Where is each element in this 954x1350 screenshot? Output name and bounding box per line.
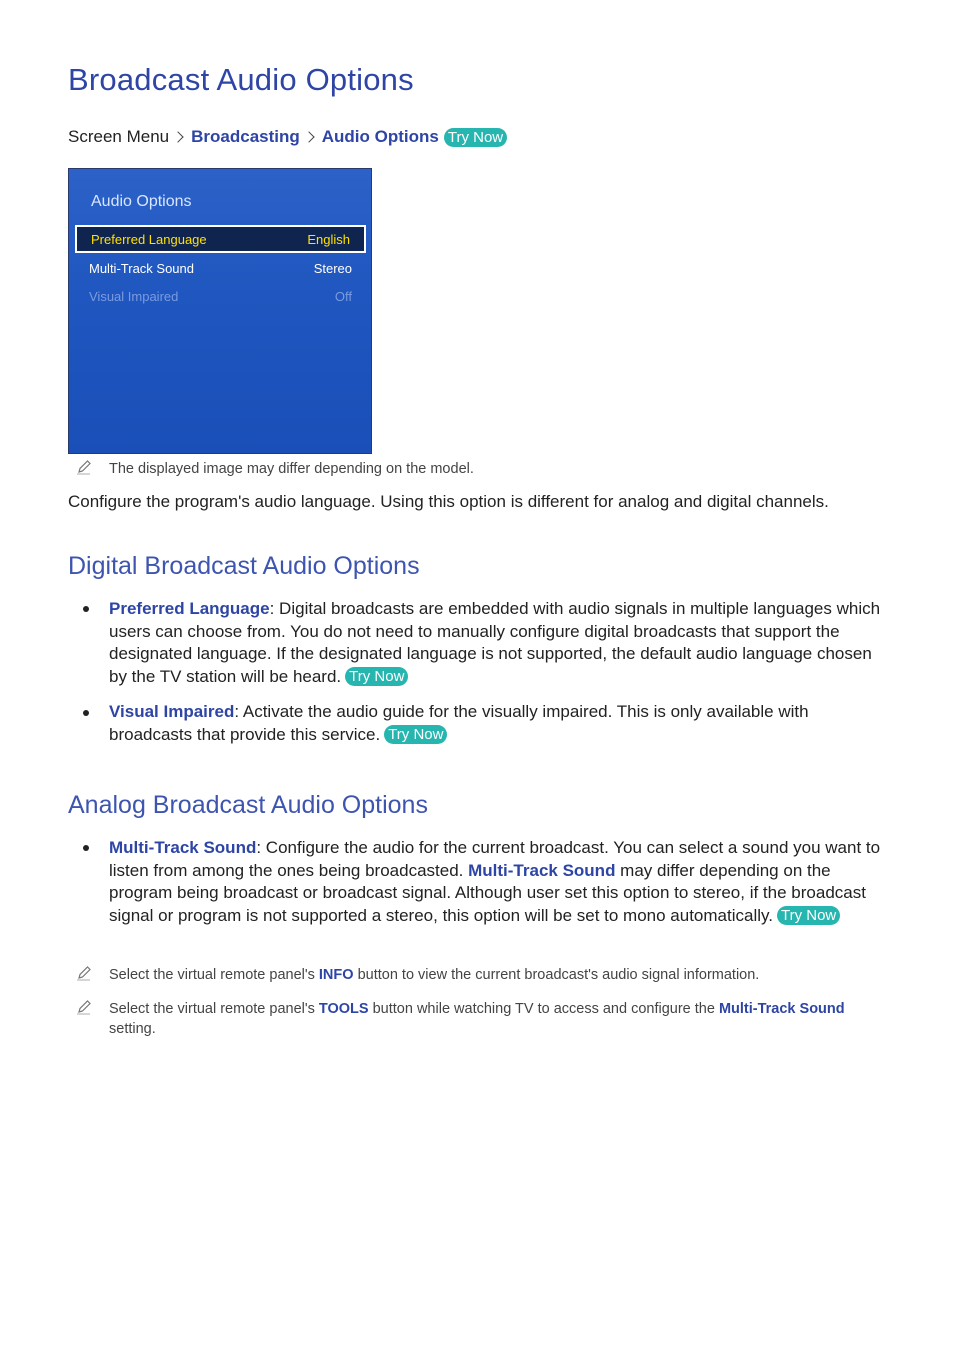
tv-menu-title: Audio Options	[91, 193, 192, 210]
pencil-icon	[76, 999, 92, 1015]
try-now-button[interactable]: Try Now	[345, 667, 408, 686]
term-preferred-language: Preferred Language	[109, 599, 270, 618]
note-text: Select the virtual remote panel's	[109, 1001, 319, 1017]
note-text: button to view the current broadcast's audio signal information.	[353, 967, 760, 983]
breadcrumb-root: Screen Menu	[68, 127, 170, 146]
bullet-dot	[83, 710, 89, 716]
tools-key: TOOLS	[318, 1001, 369, 1017]
chevron-right-icon	[303, 131, 314, 142]
term-multi-track-sound: Multi-Track Sound	[109, 838, 257, 857]
breadcrumb-link-broadcasting[interactable]: Broadcasting	[191, 127, 300, 146]
tv-menu-row-label: Preferred Language	[91, 231, 207, 247]
multi-track-sound-setting: Multi-Track Sound	[718, 1001, 845, 1017]
pencil-icon	[76, 459, 92, 475]
list-item-visual-impaired	[109, 701, 889, 746]
list-item-multi-track-sound	[109, 837, 889, 927]
info-note	[109, 965, 889, 985]
section-heading-analog: Analog Broadcast Audio Options	[68, 791, 428, 819]
list-item-preferred-language	[109, 598, 889, 688]
intro-paragraph: Configure the program's audio language. Using this option is different for analog and digital channels.	[68, 492, 829, 511]
item-description: : Configure the audio for the current broadcast. You can select a sound you want to listen from among the ones being broadcasted.	[109, 838, 881, 880]
image-disclaimer-note: The displayed image may differ depending on the model.	[109, 461, 474, 477]
tv-menu-row-label: Multi-Track Sound	[89, 260, 194, 276]
term-visual-impaired: Visual Impaired	[109, 702, 235, 721]
tv-menu-row-value: Stereo	[313, 260, 352, 276]
pencil-icon	[76, 965, 92, 981]
tv-menu-row-label: Visual Impaired	[89, 288, 179, 304]
section-heading-digital: Digital Broadcast Audio Options	[68, 552, 420, 580]
page-title: Broadcast Audio Options	[68, 62, 414, 97]
tv-menu-row-preferred-language	[75, 225, 366, 253]
breadcrumb-link-audio-options[interactable]: Audio Options	[321, 127, 439, 146]
breadcrumb	[68, 127, 507, 147]
bullet-dot	[83, 845, 89, 851]
try-now-button[interactable]: Try Now	[384, 725, 447, 744]
tv-menu-row-visual-impaired	[75, 282, 366, 310]
note-text: Select the virtual remote panel's	[109, 967, 319, 983]
try-now-button[interactable]: Try Now	[444, 128, 507, 147]
note-text: setting.	[109, 1021, 156, 1037]
term-multi-track-sound-inline: Multi-Track Sound	[468, 860, 616, 880]
item-description: may differ depending on the program being broadcast or broadcast signal. Although user set this option to stereo, if the broadcast signal or program is not supported a stereo, this option will be set to mono automatically.	[109, 860, 866, 925]
tools-note	[109, 999, 889, 1039]
try-now-button[interactable]: Try Now	[777, 906, 840, 925]
chevron-right-icon	[172, 131, 183, 142]
tv-menu-row-multi-track-sound	[75, 254, 366, 282]
note-text: button while watching TV to access and configure the	[368, 1001, 719, 1017]
item-description: : Digital broadcasts are embedded with audio signals in multiple languages which users can choose from. You do not need to manually configure digital broadcasts that support the designated language. If the designated language is not supported, the default audio language chosen by the TV station will be heard.	[109, 599, 881, 686]
item-description: : Activate the audio guide for the visually impaired. This is only available with broadcasts that provide this service.	[109, 702, 809, 744]
tv-menu-row-value: English	[307, 231, 350, 247]
tv-menu-row-value: Off	[334, 288, 352, 304]
bullet-dot	[83, 606, 89, 612]
tv-menu-screenshot	[68, 168, 372, 454]
info-key: INFO	[318, 967, 354, 983]
